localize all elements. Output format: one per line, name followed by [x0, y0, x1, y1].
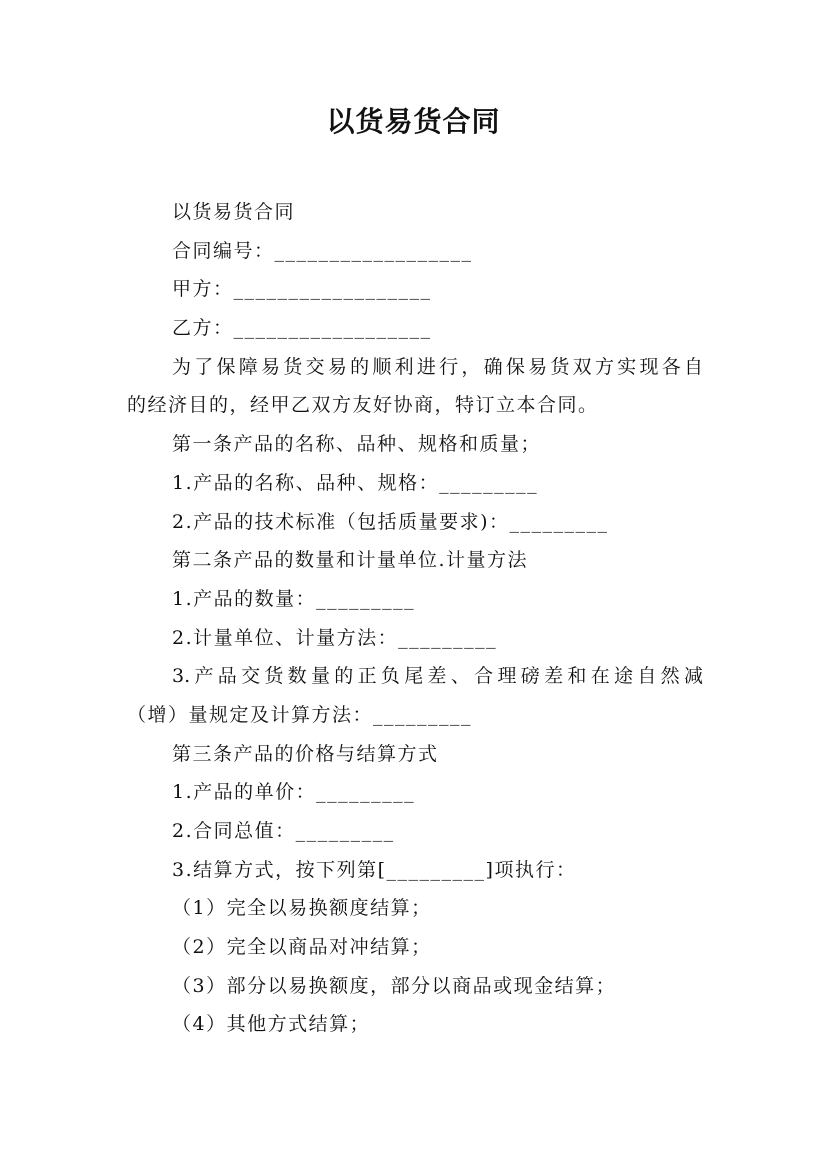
body-line-article-3-item-2: 2.合同总值：_________ — [172, 820, 395, 842]
document-title: 以货易货合同 — [326, 105, 501, 138]
body-line-settlement-option-4: （4）其他方式结算； — [172, 1013, 371, 1036]
body-line-settlement-option-2: （2）完全以商品对冲结算； — [172, 936, 432, 959]
body-line-article-2-item-3: 3.产品交货数量的正负尾差、合理磅差和在途自然减 — [172, 665, 703, 688]
body-line-preamble-2: 的经济目的，经甲乙双方友好协商，特订立本合同。 — [127, 394, 599, 417]
body-line-article-1-heading: 第一条产品的名称、品种、规格和质量； — [172, 433, 542, 456]
body-line-article-2-item-3-cont: （增）量规定及计算方法：_________ — [127, 703, 473, 726]
body-line-contract-number: 合同编号：__________________ — [172, 239, 473, 262]
body-line-settlement-option-1: （1）完全以易换额度结算； — [172, 897, 432, 920]
body-line-preamble-1: 为了保障易货交易的顺利进行，确保易货双方实现各自 — [172, 355, 703, 378]
body-line-article-2-item-2: 2.计量单位、计量方法：_________ — [172, 626, 498, 649]
body-line-article-2-heading: 第二条产品的数量和计量单位.计量方法 — [172, 549, 529, 572]
body-line-article-3-item-1: 1.产品的单价：_________ — [172, 781, 416, 804]
body-line-subtitle: 以货易货合同 — [172, 201, 296, 223]
body-line-article-3-item-3: 3.结算方式，按下列第[_________]项执行： — [172, 858, 577, 881]
body-line-party-b: 乙方：__________________ — [172, 317, 432, 340]
document-body — [127, 193, 703, 1044]
body-line-article-1-item-2: 2.产品的技术标准（包括质量要求)：_________ — [172, 510, 609, 533]
body-line-article-2-item-1: 1.产品的数量：_________ — [172, 587, 416, 610]
body-line-settlement-option-3: （3）部分以易换额度，部分以商品或现金结算； — [172, 974, 617, 997]
body-line-party-a: 甲方：__________________ — [172, 278, 432, 301]
body-line-article-1-item-1: 1.产品的名称、品种、规格：_________ — [172, 471, 539, 494]
body-line-article-3-heading: 第三条产品的价格与结算方式 — [172, 742, 439, 765]
